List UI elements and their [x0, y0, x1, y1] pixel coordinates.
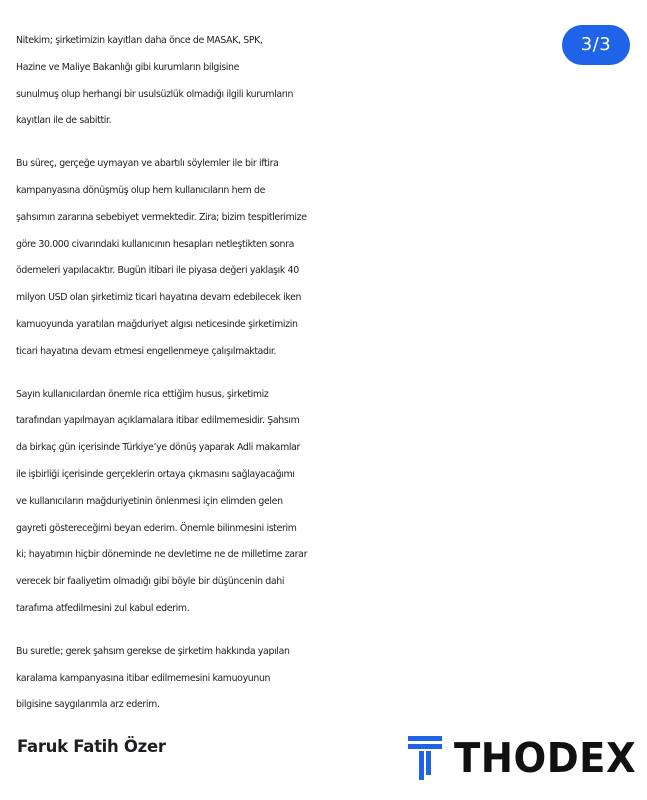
paragraph-line: tarafından yapılmayan açıklamalara itibar edilmemesidir. Şahsım — [16, 415, 300, 427]
paragraph-line: şahsımın zararına sebebiyet vermektedir. Zira; bizim tespitlerimize — [16, 211, 307, 223]
paragraph-2 — [16, 151, 636, 365]
paragraph-line: Hazine ve Maliye Bakanlığı gibi kurumların bilgisine — [16, 61, 240, 73]
paragraph-line: gayreti göstereceğimi beyan ederim. Önemle bilinmesini isterim — [16, 522, 297, 534]
paragraph-line: kamuoyunda yaratılan mağduriyet algısı neticesinde şirketimizin — [16, 318, 298, 330]
paragraph-1 — [16, 28, 636, 135]
paragraph-3 — [16, 382, 636, 623]
page-indicator-badge: 3/3 — [562, 25, 630, 65]
paragraph-line: Bu süreç, gerçeğe uymayan ve abartılı söylemler ile bir iftira — [16, 158, 279, 170]
paragraph-line: Bu suretle; gerek şahsım gerekse de şirketim hakkında yapılan — [16, 645, 290, 657]
thodex-mark-icon — [408, 734, 442, 782]
paragraph-4 — [16, 639, 636, 719]
thodex-logo — [408, 733, 647, 783]
paragraph-line: verecek bir faaliyetim olmadığı gibi böyle bir düşüncenin dahi — [16, 576, 285, 588]
logo-wordmark: THODEX — [454, 734, 637, 782]
paragraph-line: bilgisine saygılarımla arz ederim. — [16, 699, 160, 711]
paragraph-line: sunulmuş olup herhangi bir usulsüzlük olmadığı ilgili kurumların — [16, 88, 294, 100]
paragraph-line: ki; hayatımın hiçbir döneminde ne devletime ne de milletime zarar — [16, 549, 308, 561]
paragraph-line: ile işbirliği içerisinde gerçeklerin ortaya çıkmasını sağlayacağımı — [16, 468, 295, 480]
paragraph-line: kayıtları ile de sabittir. — [16, 115, 112, 127]
paragraph-line: ticari hayatına devam etmesi engellenmeye çalışılmaktadır. — [16, 345, 277, 357]
paragraph-line: milyon USD olan şirketimiz ticari hayatına devam edebilecek iken — [16, 292, 302, 304]
paragraph-line: tarafıma atfedilmesini zul kabul ederim. — [16, 602, 190, 614]
paragraph-line: kampanyasına dönüşmüş olup hem kullanıcıların hem de — [16, 184, 266, 196]
paragraph-line: Sayın kullanıcılardan önemle rica ettiğim husus, şirketimiz — [16, 388, 269, 400]
paragraph-line: ödemeleri yapılacaktır. Bugün itibari ile piyasa değeri yaklaşık 40 — [16, 265, 299, 277]
paragraph-line: da birkaç gün içerisinde Türkiye’ye dönüş yaparak Adli makamlar — [16, 442, 301, 454]
signature-name: Faruk Fatih Özer — [17, 737, 166, 756]
statement-body — [16, 28, 636, 735]
paragraph-line: Nitekim; şirketimizin kayıtları daha önce de MASAK, SPK, — [16, 35, 263, 46]
paragraph-line: göre 30.000 civarındaki kullanıcının hesapları netleştikten sonra — [16, 238, 295, 250]
paragraph-line: karalama kampanyasına itibar edilmemesini kamuoyunun — [16, 672, 271, 684]
paragraph-line: ve kullanıcıların mağduriyetinin önlenmesi için elimden gelen — [16, 495, 283, 507]
